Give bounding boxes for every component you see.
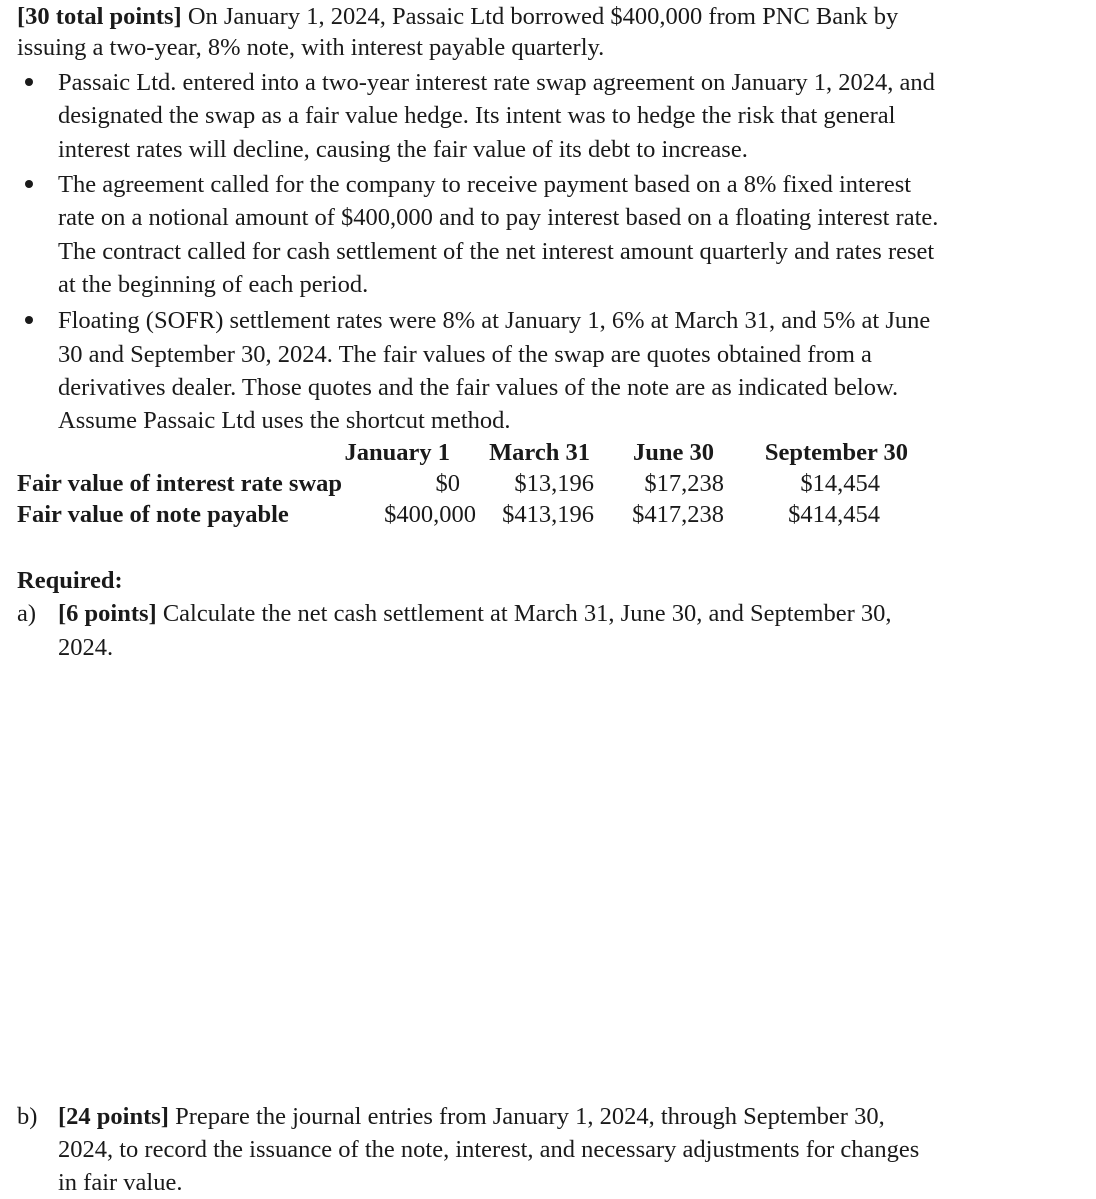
intro-text: On January 1, 2024, Passaic Ltd borrowed $400,000 from PNC Bank by bbox=[187, 3, 899, 30]
table-row-label-note: Fair value of note payable bbox=[17, 501, 289, 528]
bullet-3-line-3: derivatives dealer. Those quotes and the fair values of the note are as indicated below. bbox=[58, 374, 899, 401]
required-b-line-1 bbox=[17, 1100, 37, 1133]
table-cell-swap-sep30: $14,454 bbox=[800, 470, 880, 497]
bullet-dot bbox=[25, 78, 33, 86]
required-a-text-line-1 bbox=[58, 597, 891, 630]
bullet-2-line-3: The contract called for cash settlement of the net interest amount quarterly and rates reset bbox=[58, 238, 935, 265]
table-cell-note-mar31: $413,196 bbox=[502, 501, 594, 528]
bullet-2-line-2: rate on a notional amount of $400,000 and to pay interest based on a floating interest rate. bbox=[58, 204, 939, 231]
bullet-2-line-1: The agreement called for the company to receive payment based on a 8% fixed interest bbox=[58, 171, 912, 198]
bullet-3-line-2: 30 and September 30, 2024. The fair values of the swap are quotes obtained from a bbox=[58, 341, 872, 368]
table-cell-swap-jan1: $0 bbox=[435, 470, 460, 497]
bullet-1-line-2: designated the swap as a fair value hedge. Its intent was to hedge the risk that general bbox=[58, 102, 896, 129]
required-b-text-line-1 bbox=[58, 1100, 885, 1133]
required-heading: Required: bbox=[17, 567, 123, 594]
required-a-line-2: 2024. bbox=[58, 634, 114, 661]
bullet-3-line-1: Floating (SOFR) settlement rates were 8% at January 1, 6% at March 31, and 5% at June bbox=[58, 307, 931, 334]
table-header-sep30: September 30 bbox=[764, 439, 908, 466]
total-points-label: [30 total points] bbox=[17, 3, 182, 30]
required-b-line-2: 2024, to record the issuance of the note, interest, and necessary adjustments for changes bbox=[58, 1136, 920, 1163]
required-b-marker: b) bbox=[17, 1103, 38, 1130]
intro-line-1 bbox=[17, 0, 898, 33]
required-a-marker: a) bbox=[17, 600, 37, 627]
table-header-jan1: January 1 bbox=[344, 439, 450, 466]
table-cell-swap-mar31: $13,196 bbox=[514, 470, 594, 497]
bullet-2-line-4: at the beginning of each period. bbox=[58, 271, 369, 298]
bullet-dot bbox=[25, 316, 33, 324]
required-b-points: [24 points] bbox=[58, 1103, 169, 1130]
table-cell-note-sep30: $414,454 bbox=[788, 501, 880, 528]
required-a-line-1 bbox=[17, 597, 36, 630]
bullet-dot bbox=[25, 180, 33, 188]
bullet-1-line-1: Passaic Ltd. entered into a two-year interest rate swap agreement on January 1, 2024, and bbox=[58, 69, 935, 96]
required-a-text: Calculate the net cash settlement at March 31, June 30, and September 30, bbox=[162, 600, 892, 627]
required-b-line-3: in fair value. bbox=[58, 1169, 183, 1196]
table-header-jun30: June 30 bbox=[632, 439, 714, 466]
table-cell-note-jun30: $417,238 bbox=[632, 501, 724, 528]
required-a-points: [6 points] bbox=[58, 600, 157, 627]
table-row-label-swap: Fair value of interest rate swap bbox=[17, 470, 343, 497]
table-header-mar31: March 31 bbox=[489, 439, 590, 466]
bullet-3-line-4: Assume Passaic Ltd uses the shortcut method. bbox=[58, 407, 511, 434]
table-cell-swap-jun30: $17,238 bbox=[644, 470, 724, 497]
table-cell-note-jan1: $400,000 bbox=[384, 501, 476, 528]
intro-line-2: issuing a two-year, 8% note, with interest payable quarterly. bbox=[17, 34, 605, 61]
required-b-text: Prepare the journal entries from January 1, 2024, through September 30, bbox=[175, 1103, 885, 1130]
bullet-1-line-3: interest rates will decline, causing the fair value of its debt to increase. bbox=[58, 136, 748, 163]
